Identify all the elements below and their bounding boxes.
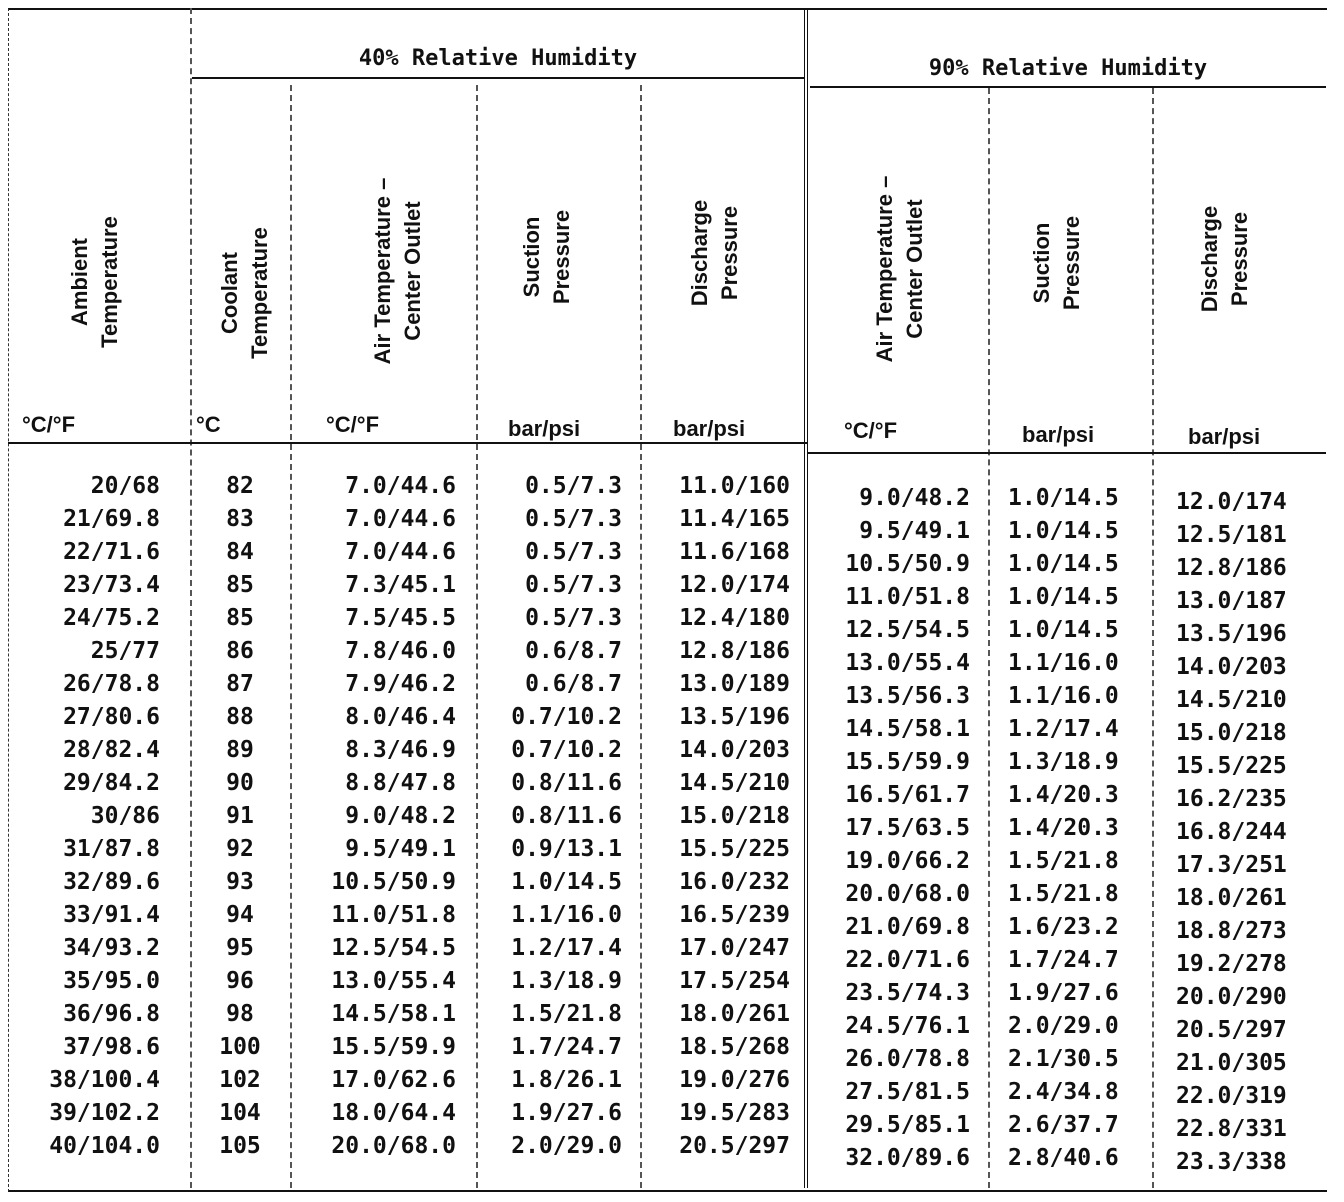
table-cell: 1.1/16.0 <box>1008 650 1119 676</box>
column-air90 <box>814 482 970 1175</box>
table-cell: 9.0/48.2 <box>345 803 456 829</box>
table-cell: 22.0/71.6 <box>845 947 970 973</box>
table-cell: 19.5/283 <box>679 1100 790 1126</box>
table-cell: 1.2/17.4 <box>1008 716 1119 742</box>
header-rule-right <box>808 452 1326 454</box>
group-title-90rh: 90% Relative Humidity <box>928 56 1208 81</box>
table-cell: 1.1/16.0 <box>1008 683 1119 709</box>
table-cell: 1.0/14.5 <box>1008 485 1119 511</box>
table-cell: 0.8/11.6 <box>511 770 622 796</box>
table-cell: 1.0/14.5 <box>1008 617 1119 643</box>
table-cell: 29.5/85.1 <box>845 1112 970 1138</box>
table-cell: 13.5/196 <box>1176 621 1287 647</box>
table-cell: 14.5/210 <box>679 770 790 796</box>
table-cell: 7.3/45.1 <box>345 572 456 598</box>
table-cell: 18.0/64.4 <box>331 1100 456 1126</box>
table-cell: 17.3/251 <box>1176 852 1287 878</box>
unit-suction90: bar/psi <box>1022 422 1095 447</box>
table-cell: 16.0/232 <box>679 869 790 895</box>
table-cell: 2.0/29.0 <box>1008 1013 1119 1039</box>
table-cell: 2.8/40.6 <box>1008 1145 1119 1171</box>
table-cell: 33/91.4 <box>63 902 160 928</box>
table-cell: 24/75.2 <box>63 605 160 631</box>
table-cell: 98 <box>226 1001 254 1027</box>
table-cell: 22.8/331 <box>1176 1116 1287 1142</box>
header-rule-left <box>8 442 808 444</box>
table-cell: 29/84.2 <box>63 770 160 796</box>
table-cell: 28/82.4 <box>63 737 160 763</box>
table-cell: 12.8/186 <box>1176 555 1287 581</box>
table-cell: 12.5/181 <box>1176 522 1287 548</box>
table-cell: 24.5/76.1 <box>845 1013 970 1039</box>
group-rule-40 <box>192 77 804 79</box>
table-cell: 100 <box>219 1034 261 1060</box>
table-cell: 105 <box>219 1133 261 1159</box>
table-cell: 85 <box>226 572 254 598</box>
table-cell: 12.5/54.5 <box>845 617 970 643</box>
table-cell: 38/100.4 <box>49 1067 160 1093</box>
table-cell: 15.5/225 <box>679 836 790 862</box>
table-cell: 17.5/254 <box>679 968 790 994</box>
column-ambient <box>20 470 160 1163</box>
table-cell: 0.7/10.2 <box>511 704 622 730</box>
table-cell: 1.4/20.3 <box>1008 815 1119 841</box>
table-cell: 1.7/24.7 <box>1008 947 1119 973</box>
table-cell: 14.0/203 <box>1176 654 1287 680</box>
table-cell: 19.0/66.2 <box>845 848 970 874</box>
table-cell: 20.5/297 <box>1176 1017 1287 1043</box>
table-cell: 31/87.8 <box>63 836 160 862</box>
table-cell: 35/95.0 <box>63 968 160 994</box>
table-cell: 15.0/218 <box>1176 720 1287 746</box>
table-cell: 7.0/44.6 <box>345 506 456 532</box>
table-cell: 1.4/20.3 <box>1008 782 1119 808</box>
unit-discharge40: bar/psi <box>673 416 746 441</box>
header-discharge-pressure-40rh: Discharge Pressure <box>687 199 742 307</box>
table-cell: 2.0/29.0 <box>511 1133 622 1159</box>
table-cell: 12.0/174 <box>1176 489 1287 515</box>
table-cell: 39/102.2 <box>49 1100 160 1126</box>
table-cell: 25/77 <box>90 638 160 664</box>
table-cell: 85 <box>226 605 254 631</box>
table-cell: 8.3/46.9 <box>345 737 456 763</box>
table-cell: 90 <box>226 770 254 796</box>
table-cell: 1.5/21.8 <box>1008 848 1119 874</box>
table-cell: 21/69.8 <box>63 506 160 532</box>
table-cell: 26/78.8 <box>63 671 160 697</box>
table-cell: 12.0/174 <box>679 572 790 598</box>
table-cell: 13.0/189 <box>679 671 790 697</box>
table-cell: 10.5/50.9 <box>331 869 456 895</box>
table-cell: 104 <box>219 1100 261 1126</box>
table-cell: 27/80.6 <box>63 704 160 730</box>
table-cell: 91 <box>226 803 254 829</box>
table-cell: 15.0/218 <box>679 803 790 829</box>
table-cell: 14.5/58.1 <box>845 716 970 742</box>
table-cell: 0.7/10.2 <box>511 737 622 763</box>
table-cell: 23.3/338 <box>1176 1149 1287 1175</box>
table-cell: 2.1/30.5 <box>1008 1046 1119 1072</box>
table-cell: 1.9/27.6 <box>511 1100 622 1126</box>
unit-air90: °C/°F <box>844 418 898 443</box>
table-cell: 0.5/7.3 <box>525 605 622 631</box>
table-cell: 18.5/268 <box>679 1034 790 1060</box>
header-air-temperature-40rh: Air Temperature – Center Outlet <box>370 177 425 365</box>
table-cell: 87 <box>226 671 254 697</box>
table-cell: 0.5/7.3 <box>525 539 622 565</box>
table-cell: 11.0/51.8 <box>845 584 970 610</box>
divider-air90-suction90 <box>988 88 990 1188</box>
table-cell: 23.5/74.3 <box>845 980 970 1006</box>
table-cell: 19.2/278 <box>1176 951 1287 977</box>
header-ambient-temperature: Ambient Temperature <box>67 216 122 348</box>
table-cell: 83 <box>226 506 254 532</box>
table-cell: 20.0/68.0 <box>331 1133 456 1159</box>
table-cell: 34/93.2 <box>63 935 160 961</box>
header-suction-pressure-40rh: Suction Pressure <box>519 209 574 305</box>
group-title-40rh: 40% Relative Humidity <box>358 46 638 71</box>
table-cell: 7.0/44.6 <box>345 473 456 499</box>
table-cell: 7.8/46.0 <box>345 638 456 664</box>
divider-suction90-discharge90 <box>1152 88 1154 1188</box>
table-cell: 26.0/78.8 <box>845 1046 970 1072</box>
column-suction40 <box>480 470 622 1163</box>
column-air40 <box>296 470 456 1163</box>
table-cell: 15.5/59.9 <box>331 1034 456 1060</box>
table-cell: 8.0/46.4 <box>345 704 456 730</box>
table-cell: 16.5/61.7 <box>845 782 970 808</box>
table-cell: 13.5/56.3 <box>845 683 970 709</box>
column-discharge40 <box>648 470 790 1163</box>
column-discharge90 <box>1176 486 1316 1179</box>
table-cell: 20.0/68.0 <box>845 881 970 907</box>
table-cell: 22.0/319 <box>1176 1083 1287 1109</box>
table-cell: 1.3/18.9 <box>511 968 622 994</box>
table-cell: 7.0/44.6 <box>345 539 456 565</box>
table-cell: 11.6/168 <box>679 539 790 565</box>
header-suction-pressure-90rh: Suction Pressure <box>1029 215 1084 311</box>
table-cell: 9.0/48.2 <box>859 485 970 511</box>
table-cell: 84 <box>226 539 254 565</box>
table-cell: 11.4/165 <box>679 506 790 532</box>
table-cell: 14.0/203 <box>679 737 790 763</box>
table-cell: 0.9/13.1 <box>511 836 622 862</box>
unit-ambient: °C/°F <box>22 412 76 437</box>
table-cell: 1.1/16.0 <box>511 902 622 928</box>
table-cell: 14.5/58.1 <box>331 1001 456 1027</box>
table-cell: 92 <box>226 836 254 862</box>
table-cell: 8.8/47.8 <box>345 770 456 796</box>
table-cell: 17.5/63.5 <box>845 815 970 841</box>
table-cell: 27.5/81.5 <box>845 1079 970 1105</box>
table-cell: 17.0/247 <box>679 935 790 961</box>
table-cell: 94 <box>226 902 254 928</box>
table-cell: 86 <box>226 638 254 664</box>
divider-air40-suction40 <box>476 85 478 1188</box>
table-cell: 1.7/24.7 <box>511 1034 622 1060</box>
table-cell: 93 <box>226 869 254 895</box>
table-cell: 1.0/14.5 <box>511 869 622 895</box>
table-cell: 20.5/297 <box>679 1133 790 1159</box>
table-cell: 18.8/273 <box>1176 918 1287 944</box>
table-cell: 16.2/235 <box>1176 786 1287 812</box>
table-cell: 82 <box>226 473 254 499</box>
table-cell: 89 <box>226 737 254 763</box>
table-cell: 40/104.0 <box>49 1133 160 1159</box>
table-cell: 1.8/26.1 <box>511 1067 622 1093</box>
table-cell: 96 <box>226 968 254 994</box>
unit-suction40: bar/psi <box>508 416 581 441</box>
table-cell: 1.9/27.6 <box>1008 980 1119 1006</box>
table-cell: 16.5/239 <box>679 902 790 928</box>
table-cell: 102 <box>219 1067 261 1093</box>
divider-coolant-air40 <box>290 85 292 1188</box>
table-cell: 2.6/37.7 <box>1008 1112 1119 1138</box>
table-cell: 0.8/11.6 <box>511 803 622 829</box>
table-cell: 19.0/276 <box>679 1067 790 1093</box>
table-cell: 9.5/49.1 <box>345 836 456 862</box>
table-cell: 36/96.8 <box>63 1001 160 1027</box>
table-cell: 20/68 <box>90 473 160 499</box>
table-cell: 16.8/244 <box>1176 819 1287 845</box>
table-cell: 11.0/160 <box>679 473 790 499</box>
table-cell: 0.6/8.7 <box>525 638 622 664</box>
table-cell: 1.2/17.4 <box>511 935 622 961</box>
header-discharge-pressure-90rh: Discharge Pressure <box>1197 205 1252 313</box>
table-cell: 2.4/34.8 <box>1008 1079 1119 1105</box>
table-cell: 32/89.6 <box>63 869 160 895</box>
table-cell: 10.5/50.9 <box>845 551 970 577</box>
table-cell: 13.0/55.4 <box>331 968 456 994</box>
table-cell: 21.0/305 <box>1176 1050 1287 1076</box>
table-cell: 7.9/46.2 <box>345 671 456 697</box>
column-suction90 <box>1008 482 1148 1175</box>
table-cell: 0.5/7.3 <box>525 572 622 598</box>
divider-ambient-coolant <box>190 8 192 1188</box>
header-coolant-temperature: Coolant Temperature <box>217 227 272 359</box>
unit-air40: °C/°F <box>326 412 380 437</box>
table-cell: 17.0/62.6 <box>331 1067 456 1093</box>
table-cell: 0.6/8.7 <box>525 671 622 697</box>
table-cell: 9.5/49.1 <box>859 518 970 544</box>
table-cell: 12.8/186 <box>679 638 790 664</box>
table-cell: 1.5/21.8 <box>511 1001 622 1027</box>
table-cell: 88 <box>226 704 254 730</box>
table-cell: 13.5/196 <box>679 704 790 730</box>
table-cell: 0.5/7.3 <box>525 473 622 499</box>
table-cell: 15.5/59.9 <box>845 749 970 775</box>
table-cell: 22/71.6 <box>63 539 160 565</box>
table-cell: 32.0/89.6 <box>845 1145 970 1171</box>
table-cell: 18.0/261 <box>679 1001 790 1027</box>
table-cell: 21.0/69.8 <box>845 914 970 940</box>
table-cell: 13.0/187 <box>1176 588 1287 614</box>
header-air-temperature-90rh: Air Temperature – Center Outlet <box>872 175 927 363</box>
table-cell: 1.0/14.5 <box>1008 584 1119 610</box>
table-cell: 1.0/14.5 <box>1008 518 1119 544</box>
table-cell: 23/73.4 <box>63 572 160 598</box>
unit-discharge90: bar/psi <box>1188 424 1261 449</box>
divider-suction40-discharge40 <box>640 85 642 1188</box>
table-cell: 1.5/21.8 <box>1008 881 1119 907</box>
unit-coolant: °C <box>196 412 221 437</box>
column-coolant <box>200 470 280 1163</box>
table-cell: 30/86 <box>90 803 160 829</box>
table-cell: 13.0/55.4 <box>845 650 970 676</box>
group-rule-90 <box>810 86 1326 88</box>
divider-40-90 <box>804 8 808 1188</box>
table-cell: 12.5/54.5 <box>331 935 456 961</box>
table-cell: 0.5/7.3 <box>525 506 622 532</box>
table-cell: 15.5/225 <box>1176 753 1287 779</box>
table-cell: 11.0/51.8 <box>331 902 456 928</box>
table-cell: 37/98.6 <box>63 1034 160 1060</box>
table-cell: 1.6/23.2 <box>1008 914 1119 940</box>
table-cell: 95 <box>226 935 254 961</box>
table-cell: 20.0/290 <box>1176 984 1287 1010</box>
table-cell: 1.3/18.9 <box>1008 749 1119 775</box>
table-cell: 12.4/180 <box>679 605 790 631</box>
table-cell: 18.0/261 <box>1176 885 1287 911</box>
table-cell: 1.0/14.5 <box>1008 551 1119 577</box>
table-cell: 14.5/210 <box>1176 687 1287 713</box>
table-cell: 7.5/45.5 <box>345 605 456 631</box>
